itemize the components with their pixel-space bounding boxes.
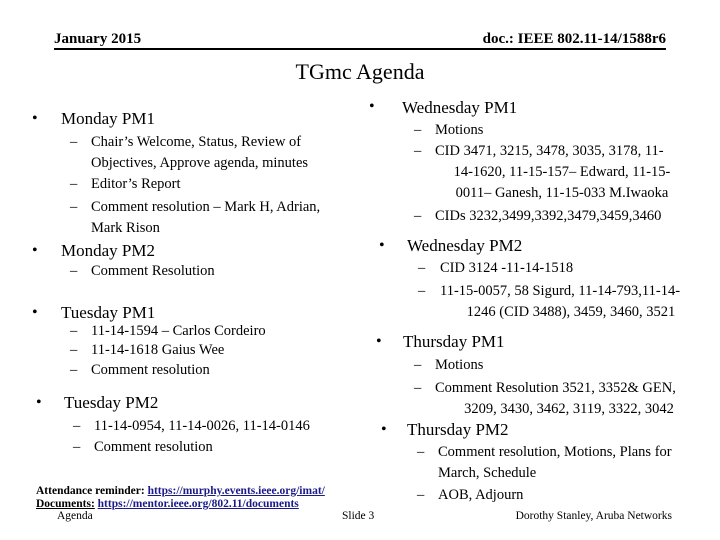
agenda-item: Comment resolution xyxy=(91,362,210,378)
dash: – xyxy=(418,283,426,299)
bullet: • xyxy=(32,110,38,127)
agenda-item: CID 3471, 3215, 3478, 3035, 3178, 11- 14-1620, 11-15-157– Edward, 11-15- 0011– Ganesh, 11-15-033 M.Iwaoka xyxy=(435,143,671,201)
documents-link[interactable]: https://mentor.ieee.org/802.11/documents xyxy=(97,498,299,510)
section-heading-monday-pm2: Monday PM2 xyxy=(61,241,155,260)
dash: – xyxy=(417,487,425,503)
documents-reminder: Documents: https://mentor.ieee.org/802.11/documents xyxy=(36,498,299,510)
dash: – xyxy=(414,357,422,373)
agenda-item: 11-14-1594 – Carlos Cordeiro xyxy=(91,323,266,339)
bullet: • xyxy=(32,304,38,321)
dash: – xyxy=(73,418,81,434)
section-heading-monday-pm1: Monday PM1 xyxy=(61,109,155,128)
header-rule xyxy=(54,48,666,50)
section-heading-thursday-pm1: Thursday PM1 xyxy=(403,332,505,351)
dash: – xyxy=(70,199,78,215)
dash: – xyxy=(70,176,78,192)
dash: – xyxy=(414,122,422,138)
agenda-item: Chair’s Welcome, Status, Review of Objectives, Approve agenda, minutes xyxy=(91,134,309,171)
agenda-item: Comment Resolution xyxy=(91,263,215,279)
bullet: • xyxy=(376,333,382,350)
footer-left: Agenda xyxy=(57,510,93,522)
agenda-item: 11-15-0057, 58 Sigurd, 11-14-793,11-14- 1246 (CID 3488), 3459, 3460, 3521 xyxy=(440,283,681,320)
agenda-item: CIDs 3232,3499,3392,3479,3459,3460 xyxy=(435,208,662,224)
agenda-item: Motions xyxy=(435,122,484,138)
bullet: • xyxy=(379,237,385,254)
dash: – xyxy=(414,380,422,396)
header-doc-id: doc.: IEEE 802.11-14/1588r6 xyxy=(482,31,666,47)
agenda-item: Comment resolution, Motions, Plans for March, Schedule xyxy=(438,444,672,481)
dash: – xyxy=(70,263,78,279)
agenda-item: AOB, Adjourn xyxy=(438,487,524,503)
dash: – xyxy=(414,208,422,224)
attendance-reminder: Attendance reminder: https://murphy.events.ieee.org/imat/ xyxy=(36,485,325,497)
dash: – xyxy=(70,323,78,339)
bullet: • xyxy=(381,421,387,438)
dash: – xyxy=(414,143,422,159)
page-title: TGmc Agenda xyxy=(295,59,425,84)
section-heading-thursday-pm2: Thursday PM2 xyxy=(407,420,509,439)
dash: – xyxy=(70,342,78,358)
section-heading-wednesday-pm1: Wednesday PM1 xyxy=(402,98,518,117)
agenda-item: 11-14-1618 Gaius Wee xyxy=(91,342,225,358)
agenda-item: Comment resolution xyxy=(94,439,213,455)
attendance-link[interactable]: https://murphy.events.ieee.org/imat/ xyxy=(147,485,325,497)
agenda-item: 11-14-0954, 11-14-0026, 11-14-0146 xyxy=(94,418,310,434)
dash: – xyxy=(70,134,78,150)
footer-author: Dorothy Stanley, Aruba Networks xyxy=(515,510,672,522)
agenda-item: Motions xyxy=(435,357,484,373)
agenda-item: Comment resolution – Mark H, Adrian, Mark Rison xyxy=(91,199,321,236)
agenda-item: Editor’s Report xyxy=(91,176,181,192)
header-date: January 2015 xyxy=(54,31,142,47)
agenda-item: Comment Resolution 3521, 3352& GEN, 3209, 3430, 3462, 3119, 3322, 3042 xyxy=(435,380,676,417)
section-heading-tuesday-pm1: Tuesday PM1 xyxy=(61,303,156,322)
bullet: • xyxy=(369,98,375,115)
bullet: • xyxy=(36,394,42,411)
bullet: • xyxy=(32,242,38,259)
section-heading-tuesday-pm2: Tuesday PM2 xyxy=(64,393,159,412)
dash: – xyxy=(70,362,78,378)
slide-number: Slide 3 xyxy=(342,510,375,522)
section-heading-wednesday-pm2: Wednesday PM2 xyxy=(407,236,523,255)
dash: – xyxy=(417,444,425,460)
dash: – xyxy=(418,260,426,276)
agenda-item: CID 3124 -11-14-1518 xyxy=(440,260,574,276)
dash: – xyxy=(73,439,81,455)
